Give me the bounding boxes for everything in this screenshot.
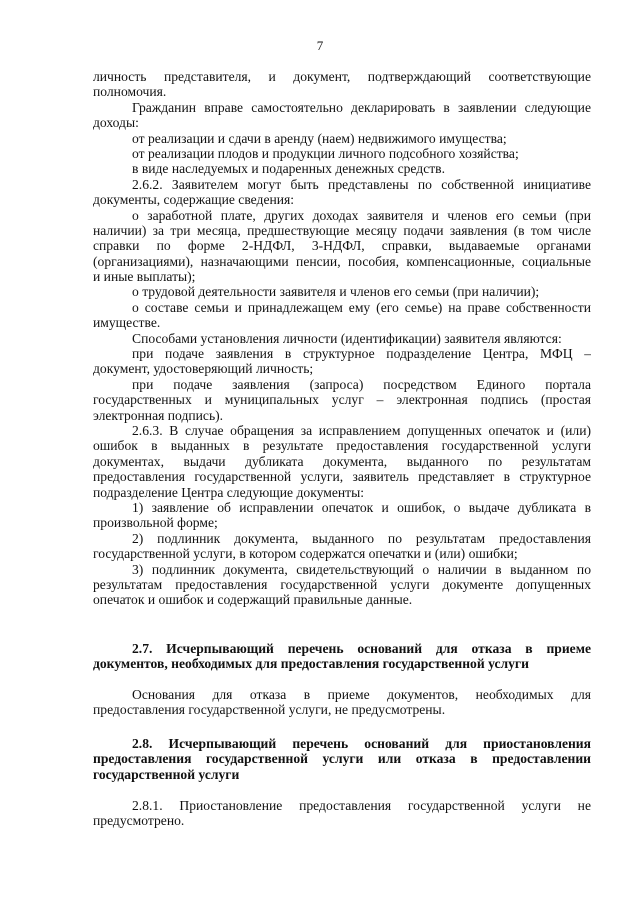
text-line: электронная подпись). (93, 407, 224, 423)
body-text-block (93, 69, 591, 608)
text-line: наличии) за три месяца, предшествующие месяцу подачи заявления (в том числе (93, 222, 591, 238)
text-line: документов, необходимых для предоставления государственной услуги (93, 656, 529, 672)
text-line: предоставления государственной услуги, заявитель представляет в структурное (93, 469, 591, 485)
text-line: 2.7. Исчерпывающий перечень оснований для отказа в приеме (132, 641, 591, 656)
text-line: и иные выплаты); (93, 269, 196, 285)
text-line: имуществе. (93, 315, 161, 331)
text-line: полномочия. (93, 84, 167, 100)
text-line: результатам предоставления государственной услуги документе допущенных (93, 576, 591, 592)
text-line: 3) подлинник документа, свидетельствующий о наличии в выданном по (132, 561, 591, 577)
text-line: Способами установления личности (идентификации) заявителя являются: (132, 330, 562, 346)
text-line: 2) подлинник документа, выданного по результатам предоставления (132, 530, 591, 546)
text-line: 1) заявление об исправлении опечаток и ошибок, о выдаче дубликата в (132, 499, 591, 515)
text-line: произвольной форме; (93, 515, 218, 531)
text-line: личность представителя, и документ, подтверждающий соответствующие (93, 69, 591, 84)
text-line: 2.8.1. Приостановление предоставления государственной услуги не (132, 798, 591, 813)
section-2-7-text (93, 687, 591, 718)
text-line: ошибок в выданных в результате предоставления государственной услуги (93, 438, 591, 454)
text-line: в виде наследуемых и подаренных денежных средств. (132, 161, 445, 177)
text-line: государственных и муниципальных услуг – электронная подпись (простая (93, 392, 591, 408)
text-line: 2.6.3. В случае обращения за исправлением допущенных опечаток и (или) (132, 422, 591, 438)
section-2-7-heading (93, 641, 591, 672)
text-line: документ, удостоверяющий личность; (93, 361, 314, 377)
text-line: от реализации плодов и продукции личного подсобного хозяйства; (132, 145, 519, 161)
text-line: при подаче заявления (запроса) посредством Единого портала (132, 376, 591, 392)
section-2-8-heading (93, 736, 591, 782)
text-line: о составе семьи и принадлежащем ему (его семье) на праве собственности (132, 299, 591, 315)
text-line: 2.6.2. Заявителем могут быть представлены по собственной инициативе (132, 176, 591, 192)
text-line: при подаче заявления в структурное подразделение Центра, МФЦ – (132, 346, 591, 362)
section-2-8-text (93, 798, 591, 829)
text-line: справки по форме 2-НДФЛ, 3-НДФЛ, справки, выдаваемые органами (93, 238, 591, 254)
text-line: 2.8. Исчерпывающий перечень оснований для приостановления (132, 736, 591, 751)
page-number: 7 (316, 38, 324, 53)
text-line: Основания для отказа в приеме документов, необходимых для (132, 687, 591, 702)
text-line: Гражданин вправе самостоятельно декларировать в заявлении следующие (132, 99, 591, 115)
text-line: подразделение Центра следующие документы: (93, 484, 364, 500)
text-line: предоставления государственной услуги или отказа в предоставлении (93, 751, 591, 767)
text-line: (организациями), назначающими пенсии, пособия, компенсационные, социальные (93, 253, 591, 269)
text-line: от реализации и сдачи в аренду (наем) недвижимого имущества; (132, 130, 507, 146)
text-line: документы, содержащие сведения: (93, 192, 295, 208)
text-line: государственной услуги, в котором содержатся опечатки и (или) ошибки; (93, 546, 518, 562)
text-line: документах, выдачи дубликата документа, выданного по результатам (93, 453, 591, 469)
text-line: о заработной плате, других доходах заявителя и членов его семьи (при (132, 207, 591, 223)
text-line: предоставления государственной услуги, не предусмотрены. (93, 702, 446, 718)
text-line: опечаток и ошибок и содержащий правильные данные. (93, 592, 413, 608)
text-line: доходы: (93, 115, 139, 131)
text-line: предусмотрено. (93, 813, 185, 829)
text-line: государственной услуги (93, 766, 240, 782)
text-line: о трудовой деятельности заявителя и членов его семьи (при наличии); (132, 284, 540, 300)
